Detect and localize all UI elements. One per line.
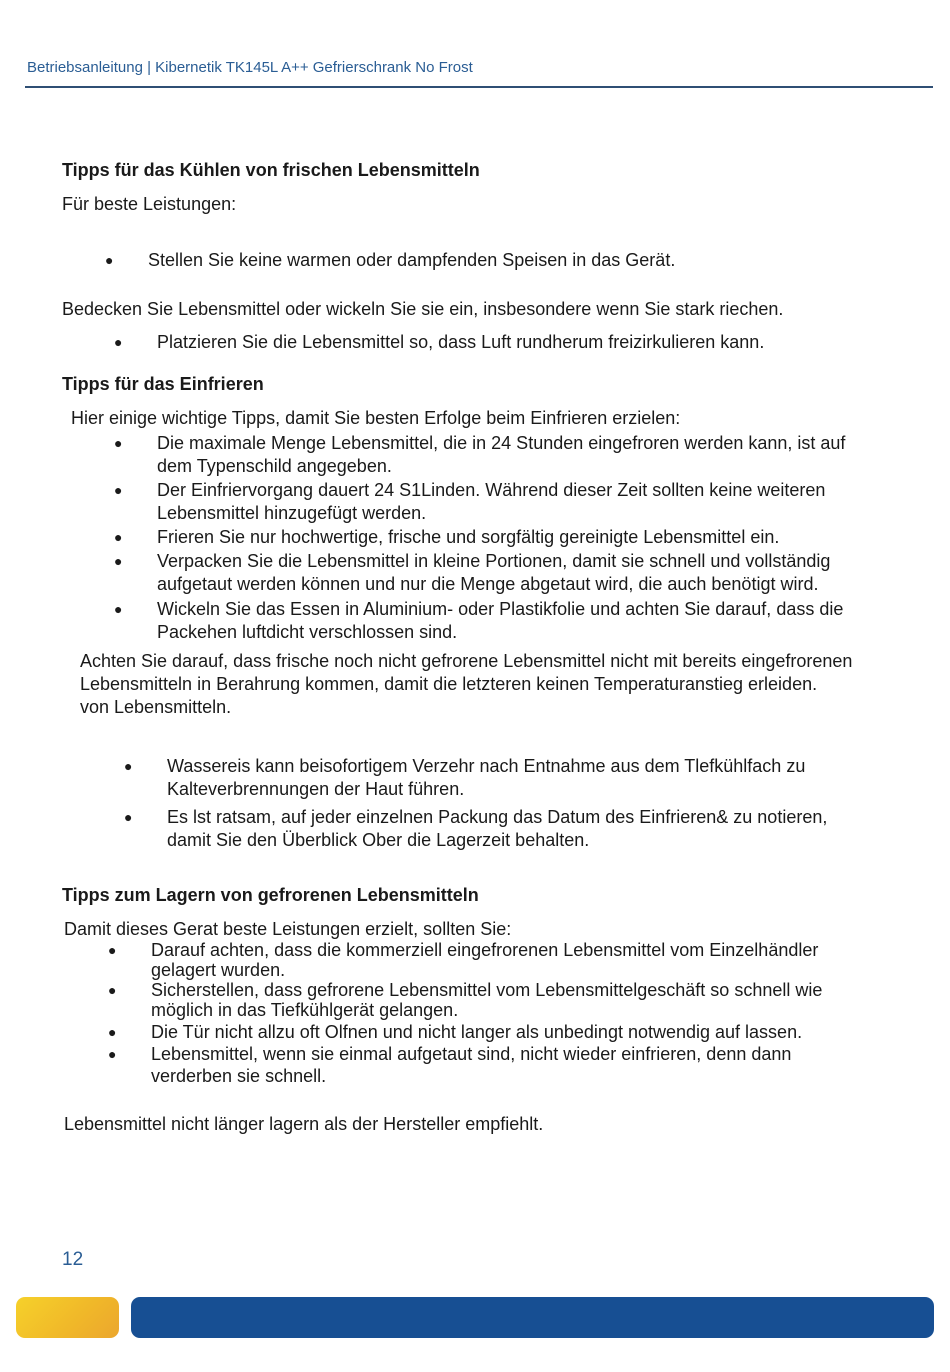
section-intro: Damit dieses Gerat beste Leistungen erzielt, sollten Sie: <box>64 919 512 939</box>
footer-bar <box>131 1297 934 1338</box>
footer-accent-bar <box>16 1297 119 1338</box>
list-item-line: Es lst ratsam, auf jeder einzelnen Packung das Datum des Einfrieren& zu notieren, <box>167 807 828 827</box>
list-item-line: Frieren Sie nur hochwertige, frische und sorgfältig gereinigte Lebensmittel ein. <box>157 527 780 547</box>
list-item <box>114 479 904 525</box>
list-item-line: Packehen luftdicht verschlossen sind. <box>157 622 458 642</box>
bullet-icon: ● <box>114 482 123 498</box>
list-item <box>114 331 914 354</box>
document-title: Betriebsanleitung | Kibernetik TK145L A++ Gefrierschrank No Frost <box>27 59 473 76</box>
bullet-icon: ● <box>108 1046 117 1062</box>
section-intro: Hier einige wichtige Tipps, damit Sie besten Erfolge beim Einfrieren erzielen: <box>71 408 681 428</box>
bullet-icon: ● <box>114 334 123 350</box>
bullet-icon: ● <box>105 252 114 268</box>
list-item-line: dem Typenschild angegeben. <box>157 456 392 476</box>
paragraph-line: Achten Sie darauf, dass frische noch nicht gefrorene Lebensmittel nicht mit bereits eingefrorenen <box>80 651 853 671</box>
list-item-text: Platzieren Sie die Lebensmittel so, dass Luft rundherum freizirkulieren kann. <box>157 332 765 352</box>
list-item <box>124 806 904 852</box>
section-intro: Für beste Leistungen: <box>62 194 237 214</box>
list-item-line: Kalteverbrennungen der Haut führen. <box>167 779 465 799</box>
section-heading-storage: Tipps zum Lagern von gefrorenen Lebensmitteln <box>62 885 479 905</box>
list-item-line: Wickeln Sie das Essen in Aluminium- oder Plastikfolie und achten Sie darauf, dass die <box>157 599 844 619</box>
list-item-line: Der Einfriervorgang dauert 24 S1Linden. Während dieser Zeit sollten keine weiteren <box>157 480 826 500</box>
section-heading-freezing: Tipps für das Einfrieren <box>62 374 264 394</box>
list-item-line: möglich in das Tiefkühlgerät gelangen. <box>151 1000 459 1020</box>
list-item-line: Lebensmittel, wenn sie einmal aufgetaut sind, nicht wieder einfrieren, denn dann <box>151 1044 792 1064</box>
bullet-icon: ● <box>108 942 117 958</box>
list-item-line: aufgetaut werden können und nur die Menge abgetaut wird, die auch benötigt wird. <box>157 574 819 594</box>
list-item <box>114 598 904 644</box>
bullet-icon: ● <box>124 758 133 774</box>
list-item <box>114 432 904 478</box>
list-item-line: Die maximale Menge Lebensmittel, die in 24 Stunden eingefroren werden kann, ist auf <box>157 433 846 453</box>
paragraph-line: von Lebensmitteln. <box>80 697 232 717</box>
bullet-icon: ● <box>114 529 123 545</box>
list-item-line: Darauf achten, dass die kommerziell eingefrorenen Lebensmittel vom Einzelhändler <box>151 940 819 960</box>
header-divider <box>25 86 933 88</box>
list-item <box>108 1043 908 1089</box>
list-item <box>114 526 904 549</box>
paragraph: Bedecken Sie Lebensmittel oder wickeln Sie sie ein, insbesondere wenn Sie stark riechen. <box>62 299 784 319</box>
bullet-icon: ● <box>108 982 117 998</box>
bullet-icon: ● <box>114 601 123 617</box>
list-item-line: Lebensmittel hinzugefügt werden. <box>157 503 427 523</box>
list-item <box>124 755 904 801</box>
list-item <box>108 939 908 981</box>
section-heading-cooling: Tipps für das Kühlen von frischen Lebensmitteln <box>62 160 480 180</box>
list-item-line: Verpacken Sie die Lebensmittel in kleine Portionen, damit sie schnell und vollständig <box>157 551 831 571</box>
list-item-line: Wassereis kann beisofortigem Verzehr nach Entnahme aus dem Tlefkühlfach zu <box>167 756 806 776</box>
list-item <box>114 550 904 596</box>
bullet-icon: ● <box>108 1024 117 1040</box>
list-item <box>108 979 908 1021</box>
paragraph-line: Lebensmitteln in Berahrung kommen, damit die letzteren keinen Temperaturanstieg erleiden. <box>80 674 818 694</box>
list-item-line: Sicherstellen, dass gefrorene Lebensmittel vom Lebensmittelgeschäft so schnell wie <box>151 980 823 1000</box>
bullet-icon: ● <box>114 553 123 569</box>
closing-note: Lebensmittel nicht länger lagern als der Hersteller empfiehlt. <box>64 1114 544 1134</box>
list-item-line: Die Tür nicht allzu oft Olfnen und nicht langer als unbedingt notwendig auf lassen. <box>151 1022 803 1042</box>
list-item-line: verderben sie schnell. <box>151 1066 327 1086</box>
list-item-text: Stellen Sie keine warmen oder dampfenden Speisen in das Gerät. <box>148 250 676 270</box>
bullet-icon: ● <box>114 435 123 451</box>
page-number: 12 <box>62 1249 84 1270</box>
list-item <box>108 1021 908 1044</box>
bullet-icon: ● <box>124 809 133 825</box>
list-item-line: damit Sie den Überblick Ober die Lagerzeit behalten. <box>167 830 590 850</box>
list-item <box>105 249 905 272</box>
list-item-line: gelagert wurden. <box>151 960 286 980</box>
